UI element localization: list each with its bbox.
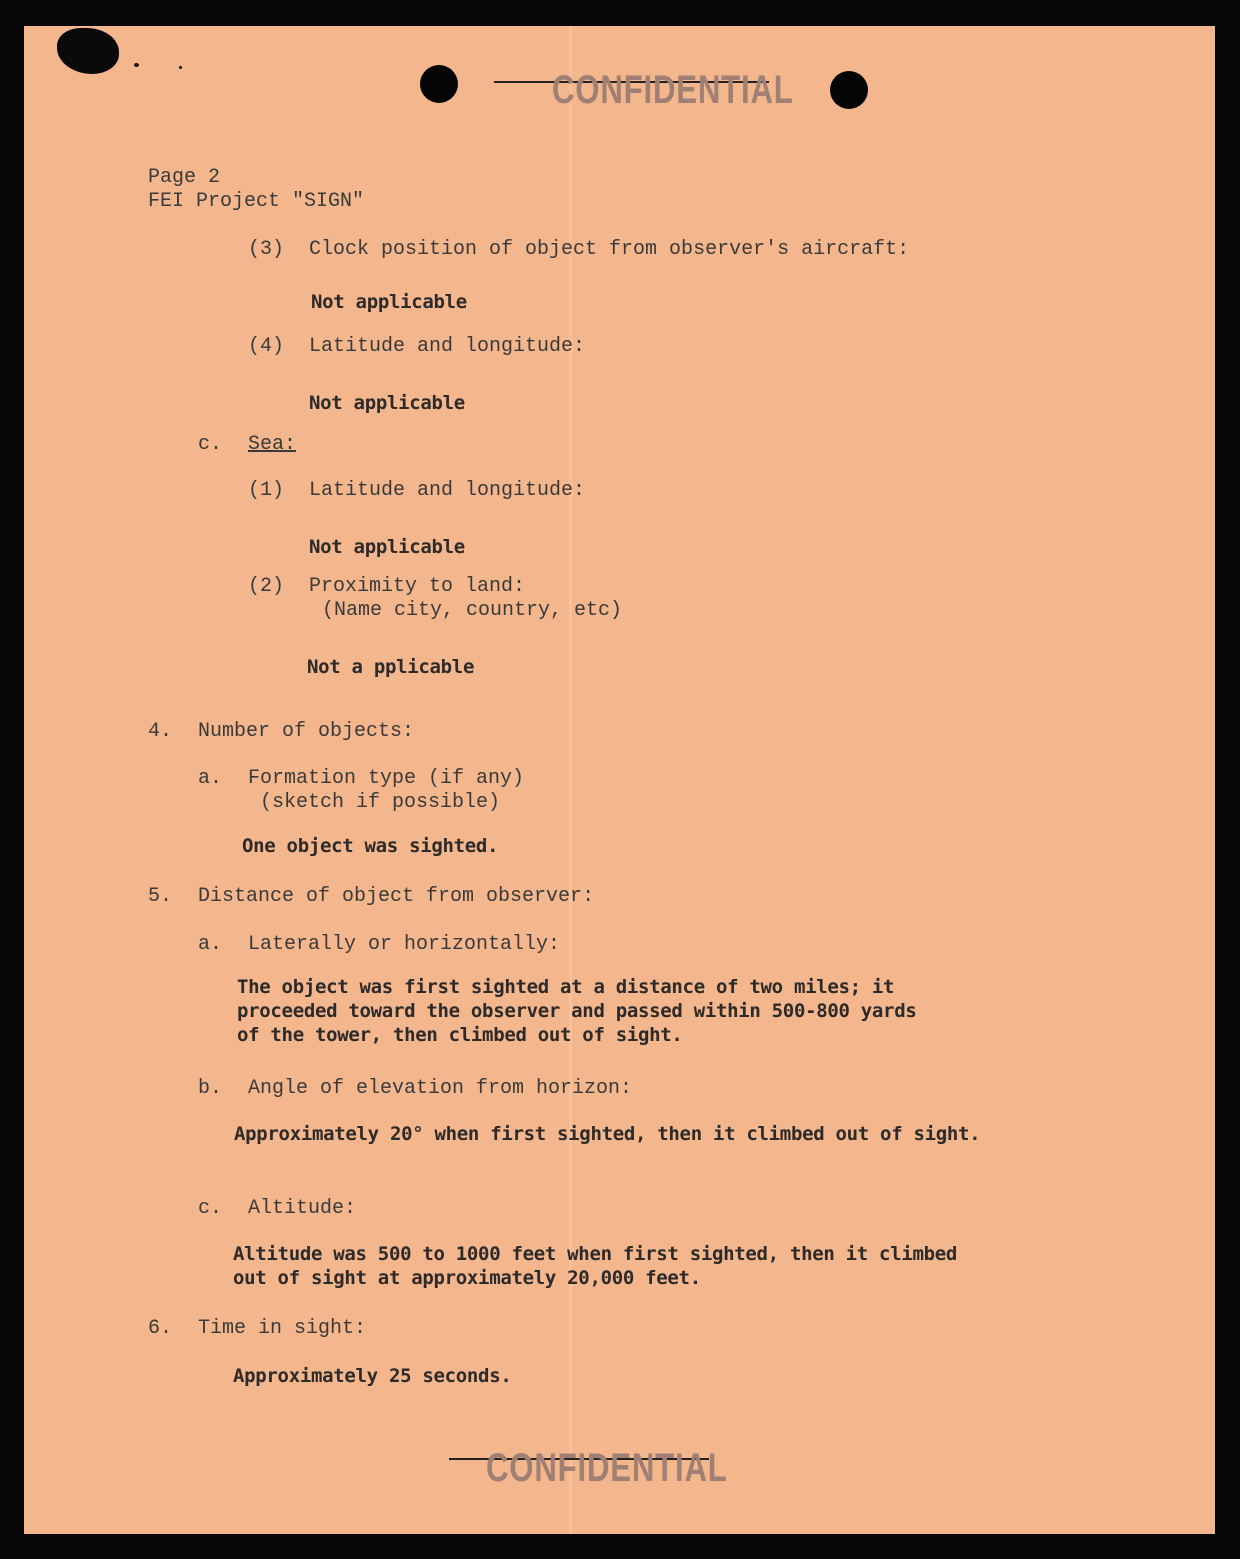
- section-letter: c.: [198, 433, 223, 456]
- sub-letter: a.: [198, 933, 223, 956]
- item-sublabel: (Name city, country, etc): [322, 599, 623, 622]
- item-answer: Not applicable: [309, 392, 465, 414]
- document-page: [24, 26, 1215, 1534]
- sub-label: Angle of elevation from horizon:: [248, 1077, 633, 1100]
- punch-hole-left: [420, 65, 458, 103]
- sub-answer: Approximately 25 seconds.: [233, 1365, 512, 1387]
- sub-sublabel: (sketch if possible): [260, 791, 501, 814]
- sub-letter: c.: [198, 1197, 223, 1220]
- item-label: Clock position of object from observer's aircraft:: [309, 238, 910, 261]
- question-label: Time in sight:: [198, 1317, 367, 1340]
- sub-answer: Approximately 20° when first sighted, then it climbed out of sight.: [234, 1123, 981, 1145]
- item-answer: Not applicable: [309, 536, 465, 558]
- item-number: (3): [248, 238, 285, 261]
- item-label: Latitude and longitude:: [309, 335, 586, 358]
- question-number: 5.: [148, 885, 173, 908]
- question-number: 4.: [148, 720, 173, 743]
- sub-answer-line: of the tower, then climbed out of sight.: [237, 1024, 683, 1046]
- question-number: 6.: [148, 1317, 173, 1340]
- item-number: (2): [248, 575, 285, 598]
- sub-label: Laterally or horizontally:: [248, 933, 561, 956]
- item-label: Proximity to land:: [309, 575, 526, 598]
- ink-stain: [57, 28, 119, 74]
- sub-answer: One object was sighted.: [242, 835, 499, 857]
- confidential-stamp-bottom: CONFIDENTIAL: [486, 1446, 728, 1490]
- project-title: FEI Project "SIGN": [148, 190, 365, 213]
- sub-label: Formation type (if any): [248, 767, 525, 790]
- item-answer: Not applicable: [311, 291, 467, 313]
- section-label: Sea:: [248, 433, 297, 456]
- item-number: (4): [248, 335, 285, 358]
- item-label: Latitude and longitude:: [309, 479, 586, 502]
- sub-answer-line: proceeded toward the observer and passed within 500-800 yards: [237, 1000, 917, 1022]
- ink-speck: [134, 63, 139, 67]
- sub-letter: a.: [198, 767, 223, 790]
- ink-speck: [179, 66, 182, 69]
- item-number: (1): [248, 479, 285, 502]
- sub-label: Altitude:: [248, 1197, 357, 1220]
- page-number: Page 2: [148, 166, 221, 189]
- sub-answer-line: The object was first sighted at a distance of two miles; it: [237, 976, 895, 998]
- confidential-stamp-top: CONFIDENTIAL: [552, 68, 794, 112]
- punch-hole-right: [830, 71, 868, 109]
- sub-answer-line: out of sight at approximately 20,000 feet.: [233, 1267, 701, 1289]
- question-label: Distance of object from observer:: [198, 885, 595, 908]
- question-label: Number of objects:: [198, 720, 415, 743]
- item-answer: Not a pplicable: [307, 656, 475, 678]
- sub-letter: b.: [198, 1077, 223, 1100]
- sub-answer-line: Altitude was 500 to 1000 feet when first sighted, then it climbed: [233, 1243, 958, 1265]
